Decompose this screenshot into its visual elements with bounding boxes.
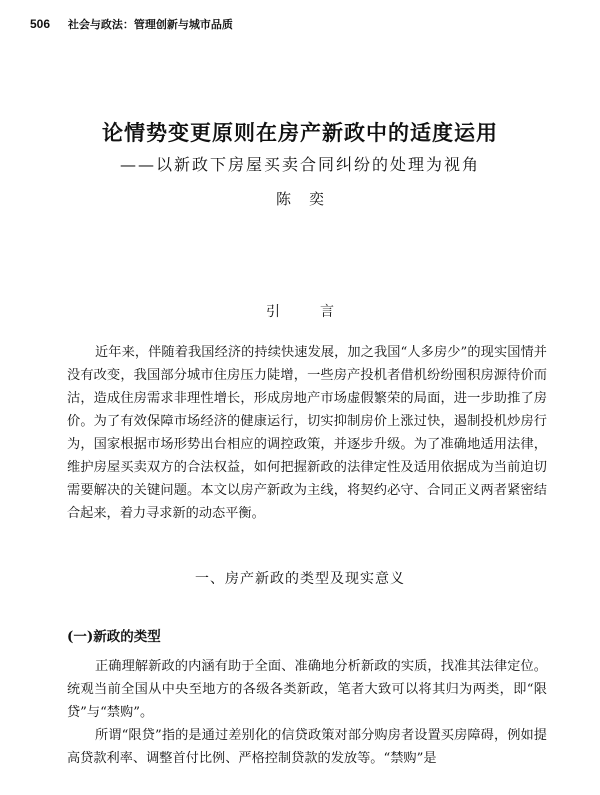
- author-name: 陈奕: [275, 190, 342, 208]
- section-heading: 一、房产新政的类型及现实意义: [195, 571, 405, 587]
- section-paragraph-2: 所谓“限贷”指的是通过差别化的信贷政策对部分购房者设置买房障碍，例如提高贷款利率、调整首付比例、严格控制贷款的发放等。“禁购”是: [67, 728, 547, 766]
- page-number: 506: [30, 17, 51, 31]
- running-title: 社会与政法：管理创新与城市品质: [67, 18, 233, 31]
- section-paragraph-1: 正确理解新政的内涵有助于全面、准确地分析新政的实质，找准其法律定位。统观当前全国从中央至地方的各级各类新政，笔者大致可以将其归为两类，即“限贷”与“禁购”。: [67, 659, 547, 720]
- intro-heading: 引言: [266, 304, 374, 320]
- running-header: [30, 16, 233, 32]
- subsection-heading: (一)新政的类型: [67, 629, 161, 645]
- intro-paragraph: 近年来，伴随着我国经济的持续快速发展，加之我国“人多房少”的现实国情并没有改变，我国部分城市住房压力陡增，一些房产投机者借机纷纷囤积房源待价而沽，造成住房需求非理性增长，形成房地产市场虚假繁荣的局面，进一步助推了房价。为了有效保障市场经济的健康运行，切实抑制房价上涨过快，遏制投机炒房行为，国家根据市场形势出台相应的调控政策，并逐步升级。为了准确地适用法律，维护房屋买卖双方的合法权益，如何把握新政的法律定性及适用依据成为当前迫切需要解决的关键问题。本文以房产新政为主线，将契约必守、合同正义两者紧密结合起来，着力寻求新的动态平衡。: [67, 345, 547, 521]
- article-subtitle: ——以新政下房屋买卖合同纠纷的处理为视角: [119, 155, 480, 174]
- article-title: 论情势变更原则在房产新政中的适度运用: [102, 120, 498, 145]
